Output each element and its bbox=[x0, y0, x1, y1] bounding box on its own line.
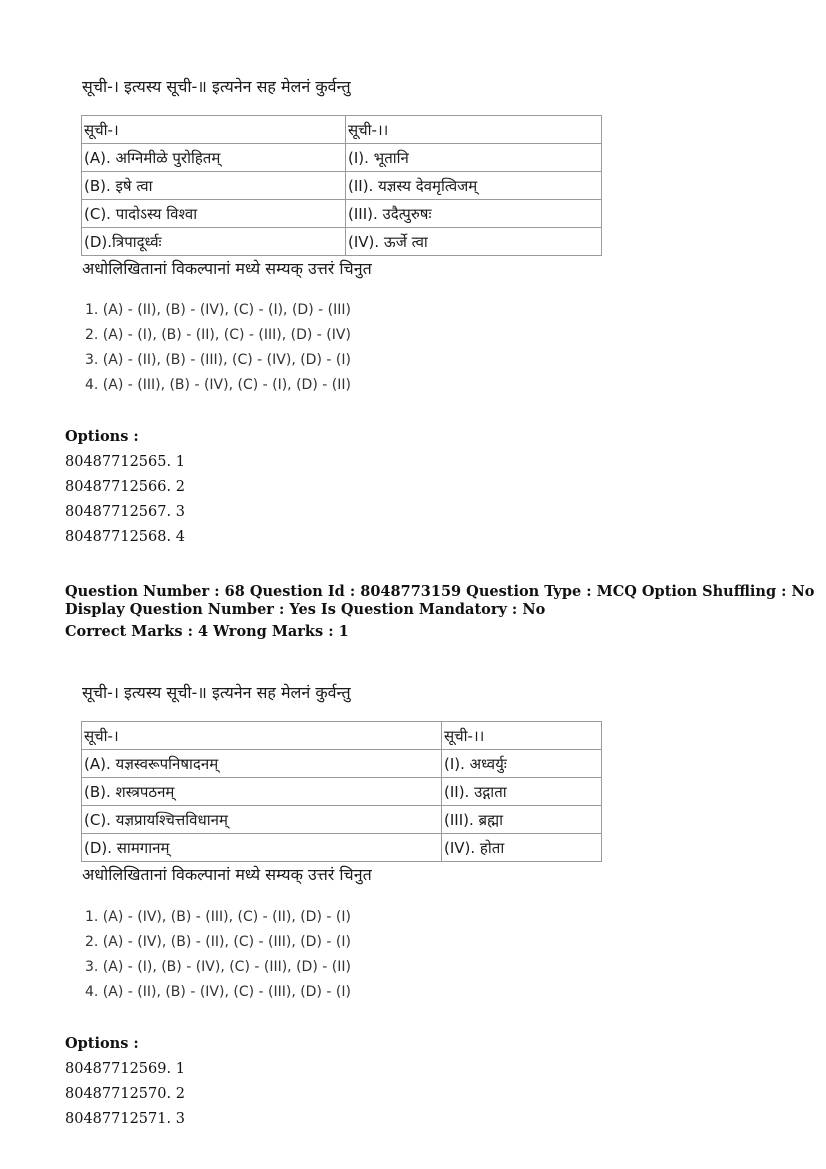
table-cell: (I). भूतानि bbox=[346, 144, 602, 172]
table-row bbox=[82, 144, 602, 172]
table-header-cell: सूची-। bbox=[82, 722, 442, 750]
option-item: 80487712566. 2 bbox=[65, 479, 185, 495]
q67-choose-text: अधोलिखितानां विकल्पानां मध्ये सम्यक् उत्तरं चिनुत bbox=[82, 259, 372, 278]
q68-instruction: सूची-। इत्यस्य सूची-॥ इत्यनेन सह मेलनं कुर्वन्तु bbox=[82, 683, 351, 702]
table-header-cell: सूची-।। bbox=[442, 722, 602, 750]
choice-item: 1. (A) - (IV), (B) - (III), (C) - (II), (D) - (I) bbox=[85, 909, 351, 925]
table-cell: (A). अग्निमीळे पुरोहितम् bbox=[82, 144, 346, 172]
table-cell: (C). यज्ञप्रायश्चित्तविधानम् bbox=[82, 806, 442, 834]
table-cell: (III). उदैत्पुरुषः bbox=[346, 200, 602, 228]
choice-item: 4. (A) - (III), (B) - (IV), (C) - (I), (D) - (II) bbox=[85, 377, 351, 393]
q67-match-table bbox=[81, 115, 602, 256]
choice-item: 4. (A) - (II), (B) - (IV), (C) - (III), (D) - (I) bbox=[85, 984, 351, 1000]
q68-match-table bbox=[81, 721, 602, 862]
q67-instruction: सूची-। इत्यस्य सूची-॥ इत्यनेन सह मेलनं कुर्वन्तु bbox=[82, 77, 351, 96]
choice-item: 2. (A) - (IV), (B) - (II), (C) - (III), (D) - (I) bbox=[85, 934, 351, 950]
table-cell: (D).त्रिपादूर्ध्वः bbox=[82, 228, 346, 256]
q67-options-list bbox=[65, 450, 185, 550]
q67-choice-list bbox=[85, 298, 351, 398]
table-cell: (D). सामगानम् bbox=[82, 834, 442, 862]
table-cell: (C). पादोऽस्य विश्वा bbox=[82, 200, 346, 228]
q68-options-label: Options : bbox=[65, 1035, 139, 1052]
table-cell: (B). इषे त्वा bbox=[82, 172, 346, 200]
table-row bbox=[82, 200, 602, 228]
q68-options-list bbox=[65, 1057, 185, 1132]
table-cell: (A). यज्ञस्वरूपनिषादनम् bbox=[82, 750, 442, 778]
option-item: 80487712568. 4 bbox=[65, 529, 185, 545]
table-header-row bbox=[82, 722, 602, 750]
table-row bbox=[82, 806, 602, 834]
q68-meta-line-1: Question Number : 68 Question Id : 8048773159 Question Type : MCQ Option Shuffling : No bbox=[65, 583, 815, 600]
table-cell: (III). ब्रह्मा bbox=[442, 806, 602, 834]
table-cell: (II). यज्ञस्य देवमृत्विजम् bbox=[346, 172, 602, 200]
table-cell: (IV). ऊर्जे त्वा bbox=[346, 228, 602, 256]
table-row bbox=[82, 834, 602, 862]
choice-item: 1. (A) - (II), (B) - (IV), (C) - (I), (D) - (III) bbox=[85, 302, 351, 318]
q68-meta-line-3: Correct Marks : 4 Wrong Marks : 1 bbox=[65, 623, 349, 640]
q68-choose-text: अधोलिखितानां विकल्पानां मध्ये सम्यक् उत्तरं चिनुत bbox=[82, 865, 372, 884]
table-cell: (I). अध्वर्युः bbox=[442, 750, 602, 778]
q68-meta-line-2: Display Question Number : Yes Is Question Mandatory : No bbox=[65, 601, 546, 618]
choice-item: 3. (A) - (II), (B) - (III), (C) - (IV), (D) - (I) bbox=[85, 352, 351, 368]
option-item: 80487712567. 3 bbox=[65, 504, 185, 520]
table-row bbox=[82, 778, 602, 806]
option-item: 80487712570. 2 bbox=[65, 1086, 185, 1102]
table-cell: (B). शस्त्रपठनम् bbox=[82, 778, 442, 806]
table-header-cell: सूची-।। bbox=[346, 116, 602, 144]
table-cell: (II). उद्गाता bbox=[442, 778, 602, 806]
option-item: 80487712565. 1 bbox=[65, 454, 185, 470]
table-row bbox=[82, 750, 602, 778]
table-row bbox=[82, 172, 602, 200]
table-header-row bbox=[82, 116, 602, 144]
choice-item: 3. (A) - (I), (B) - (IV), (C) - (III), (D) - (II) bbox=[85, 959, 351, 975]
q67-options-label: Options : bbox=[65, 428, 139, 445]
option-item: 80487712571. 3 bbox=[65, 1111, 185, 1127]
table-row bbox=[82, 228, 602, 256]
q68-choice-list bbox=[85, 905, 351, 1005]
option-item: 80487712569. 1 bbox=[65, 1061, 185, 1077]
choice-item: 2. (A) - (I), (B) - (II), (C) - (III), (D) - (IV) bbox=[85, 327, 351, 343]
table-header-cell: सूची-। bbox=[82, 116, 346, 144]
table-cell: (IV). होता bbox=[442, 834, 602, 862]
